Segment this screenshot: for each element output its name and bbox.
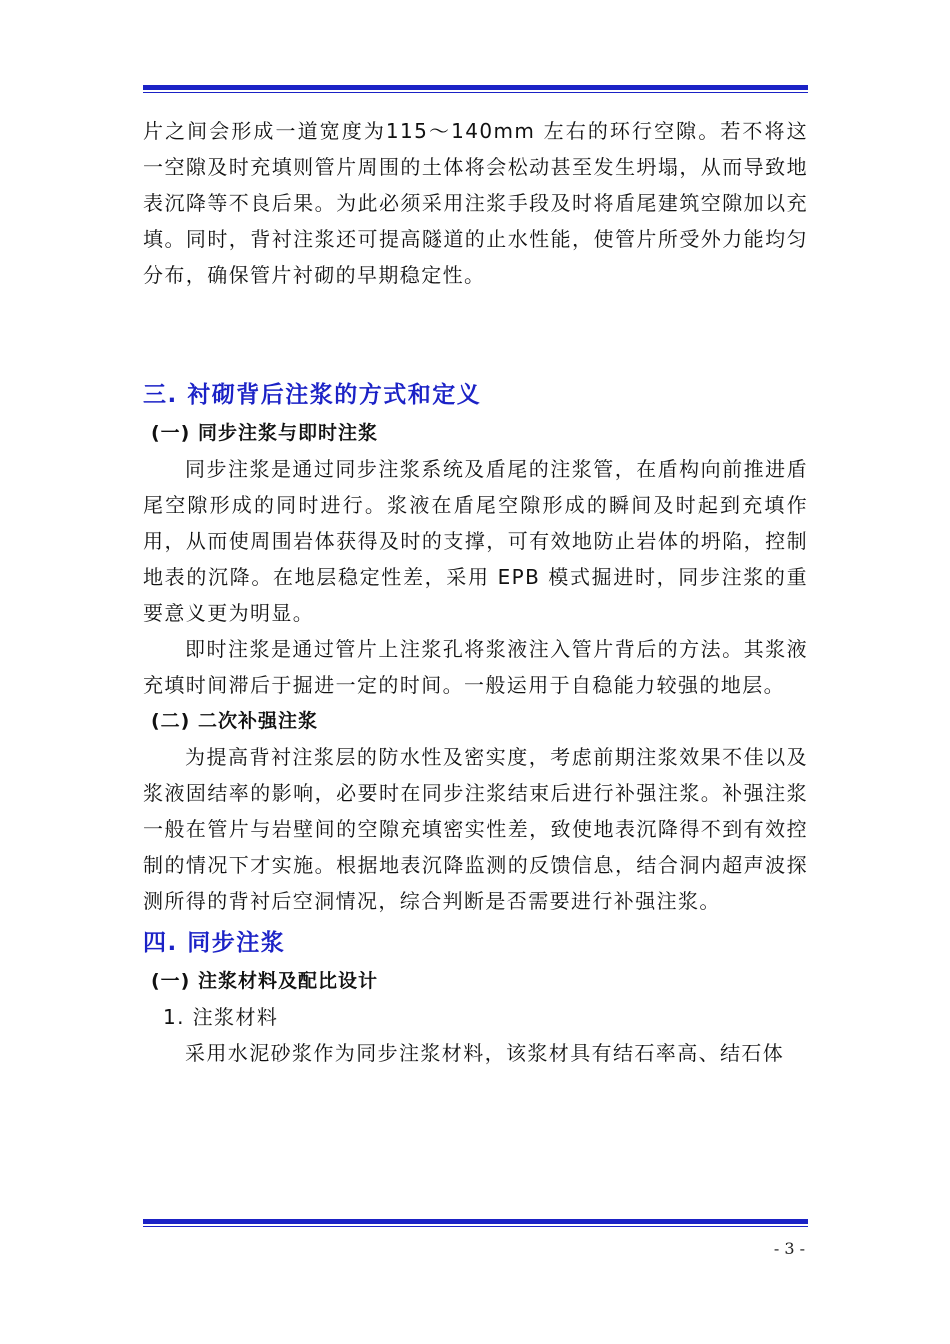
page-content: [143, 113, 808, 1071]
paragraph-grout-material: 采用水泥砂浆作为同步注浆材料，该浆材具有结石率高、结石体: [185, 1041, 785, 1065]
section-heading-4: 四. 同步注浆: [143, 930, 286, 956]
list-item-grout-material: 1. 注浆材料: [163, 1005, 279, 1029]
paragraph-secondary-grouting: 为提高背衬注浆层的防水性及密实度，考虑前期注浆效果不佳以及浆液固结率的影响，必要时在同步注浆结束后进行补强注浆。补强注浆一般在管片与岩壁间的空隙充填密实性差，致使地表沉降得不到有效控制的情况下才实施。根据地表沉降监测的反馈信息，结合洞内超声波探测所得的背衬后空洞情况，综合判断是否需要进行补强注浆。: [143, 745, 808, 913]
subheading-materials-mix: (一) 注浆材料及配比设计: [151, 970, 378, 992]
section-heading-3: 三. 衬砌背后注浆的方式和定义: [143, 382, 482, 408]
subheading-secondary-grouting: (二) 二次补强注浆: [151, 710, 318, 732]
header-rule: [143, 85, 808, 93]
paragraph-immediate-grouting: 即时注浆是通过管片上注浆孔将浆液注入管片背后的方法。其浆液充填时间滞后于掘进一定的时间。一般运用于自稳能力较强的地层。: [143, 637, 808, 697]
paragraph-intro: 片之间会形成一道宽度为115～140mm 左右的环行空隙。若不将这一空隙及时充填则管片周围的土体将会松动甚至发生坍塌，从而导致地表沉降等不良后果。为此必须采用注浆手段及时将盾尾建筑空隙加以充填。同时，背衬注浆还可提高隧道的止水性能，使管片所受外力能均匀分布，确保管片衬砌的早期稳定性。: [143, 119, 808, 287]
footer-rule: [143, 1219, 808, 1227]
subheading-synchronous-immediate: (一) 同步注浆与即时注浆: [151, 422, 378, 444]
paragraph-synchronous-grouting: 同步注浆是通过同步注浆系统及盾尾的注浆管，在盾构向前推进盾尾空隙形成的同时进行。浆液在盾尾空隙形成的瞬间及时起到充填作用，从而使周围岩体获得及时的支撑，可有效地防止岩体的坍陷，控制地表的沉降。在地层稳定性差，采用 EPB 模式掘进时，同步注浆的重要意义更为明显。: [143, 457, 808, 625]
page-number: - 3 -: [773, 1239, 805, 1258]
